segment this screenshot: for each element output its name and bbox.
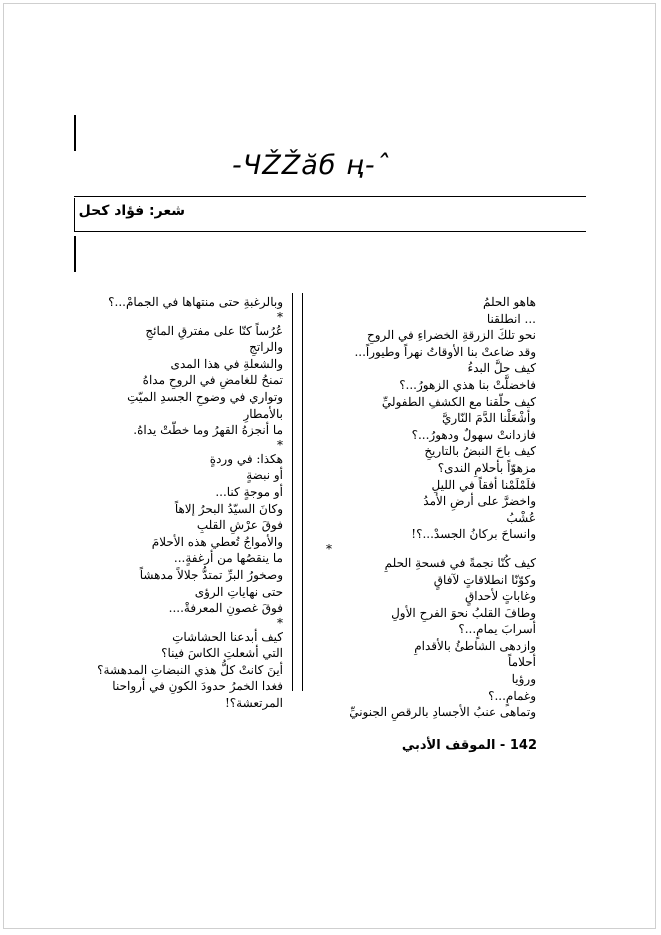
poem-line: أسرابَ يمامٍ...؟ (458, 622, 536, 637)
poem-line: وصخورُ البرِّ تمتدُّ جلالاً مدهشاً (139, 567, 283, 582)
poem-line: مزهوّاً بأحلامِ الندى؟ (437, 460, 536, 475)
poem-line: وتواري في وضوحِ الجسدِ الميّتِ (127, 389, 283, 404)
poem-line: وبالرغبةِ حتى منتهاها في الجمامْ...؟ (108, 295, 283, 309)
poem-line: وتماهى عنبُ الأجسادِ بالرقصِ الجنونيِّ (349, 705, 536, 720)
poem-line: عُشْبُ (506, 510, 536, 525)
poem-line: وكانَ السيّدُ البحرُ إلاهاً (174, 501, 283, 516)
column-divider-left (292, 293, 293, 691)
poem-line: ... انطلقنا (486, 311, 536, 326)
poem-line: نحو تلكَ الزرقةِ الخضراءِ في الروحِ (367, 328, 536, 343)
poem-line: فلَمْلَمْنا أفقاً في الليلِ (431, 477, 536, 492)
poem-line: كيف كُنّا نجمةً في فسحةِ الحلمِ (384, 555, 536, 570)
poem-line: وكوّنّا انطلاقاتٍ لآفاقٍ (433, 572, 536, 587)
poem-line: ما أنجزهُ القهرُ وما خطّتْ يداهُ. (133, 423, 283, 438)
poem-line: التي أشعلتِ الكاسَ فينا؟ (161, 646, 283, 661)
poem-line: بالأمطارِ (243, 406, 283, 421)
poem-line: أو نبضةٍ (246, 468, 283, 483)
poem-column-right (306, 294, 536, 721)
poem-column-left (53, 294, 283, 712)
stanza-separator: * (277, 309, 283, 324)
poem-line: والأمواجُ تُعطي هذه الأحلامَ (151, 534, 283, 549)
poem-line: ورؤيا (511, 672, 536, 687)
poem-line: أينَ كانتْ كلُّ هذي النبضاتِ المدهشة؟ (97, 662, 283, 677)
poem-title: -ЧŽŽăб ң-ˆ (232, 150, 391, 181)
poem-line: وانساحَ بركانُ الجسدْ...؟! (411, 527, 536, 542)
header-left-rule (74, 115, 76, 151)
poem-line: المرتعشة؟! (224, 696, 283, 711)
poem-line: حتى نهاياتِ الرؤى (194, 584, 283, 599)
poet-byline: شعر: فؤاد كحل (78, 203, 185, 219)
poem-line: عُرُساً كنّا على مفترقِ المائجِ (145, 323, 283, 338)
poem-line: وغاباتٍ لأحداقٍ (464, 589, 536, 604)
poem-line: هكذا: في وردةٍ (209, 451, 283, 466)
poem-line: فغدا الخمرُ حدودَ الكونِ في أرواحنا (112, 679, 283, 694)
poem-line: واخضرَّ على أرضِ الأمدُ (423, 494, 536, 509)
header-bottom-rule (74, 231, 586, 232)
author-left-rule (74, 198, 75, 232)
poem-line: كيف باحَ النبضُ بالتاريخِ (424, 444, 536, 459)
poem-line: والراتجِ (249, 340, 283, 355)
stanza-separator: * (277, 437, 283, 452)
page-footer: 142 - الموقف الأدبي (401, 738, 537, 753)
poem-line: أو موجةٍ كنا... (215, 484, 283, 499)
poem-line: كيف أبدعنا الحشاشاتِ (172, 629, 283, 644)
poem-line: وغمامٍ...؟ (488, 688, 536, 703)
poem-line: وقد ضاعتْ بنا الأوقاتُ نهراً وطيوراً... (354, 344, 536, 359)
poem-line: هاهو الحلمُ (482, 295, 536, 309)
column-divider-right (302, 293, 303, 691)
poem-line: والشعلةِ في هذا المدى (170, 356, 283, 371)
poem-line: فوقَ غصونِ المعرفةْ.... (168, 601, 283, 616)
poem-line: فازدانتْ سهولٌ ودهورُ...؟ (411, 427, 536, 442)
poem-line: كيف حلَّ البدءُ (467, 361, 536, 376)
stanza-separator: * (277, 615, 283, 630)
poem-line: تمنحُ للغامضِ في الروحِ مداهُ (142, 373, 283, 388)
poem-line: فوقَ عرْشِ القلبِ (196, 518, 283, 533)
header-top-rule (74, 196, 586, 197)
poem-line: كيف حلّقنا مع الكشفِ الطفوليِّ (381, 394, 536, 409)
poem-line: وطافَ القلبُ نحوَ الفرحِ الأولِ (391, 605, 536, 620)
poem-line: وأشْعَلْنا الدَّمَ النّاريَّ (441, 411, 536, 426)
poem-line: أحلاماً (508, 655, 536, 670)
poem-line: فاخضلَّتْ بنا هذي الزهورُ...؟ (399, 377, 536, 392)
stanza-separator: * (326, 541, 332, 556)
poem-line: ما ينقصُها من أرغفةٍ... (173, 551, 283, 566)
poem-line: وازدهى الشاطئُ بالأقدامِ (414, 638, 536, 653)
subheader-left-rule (74, 236, 76, 272)
